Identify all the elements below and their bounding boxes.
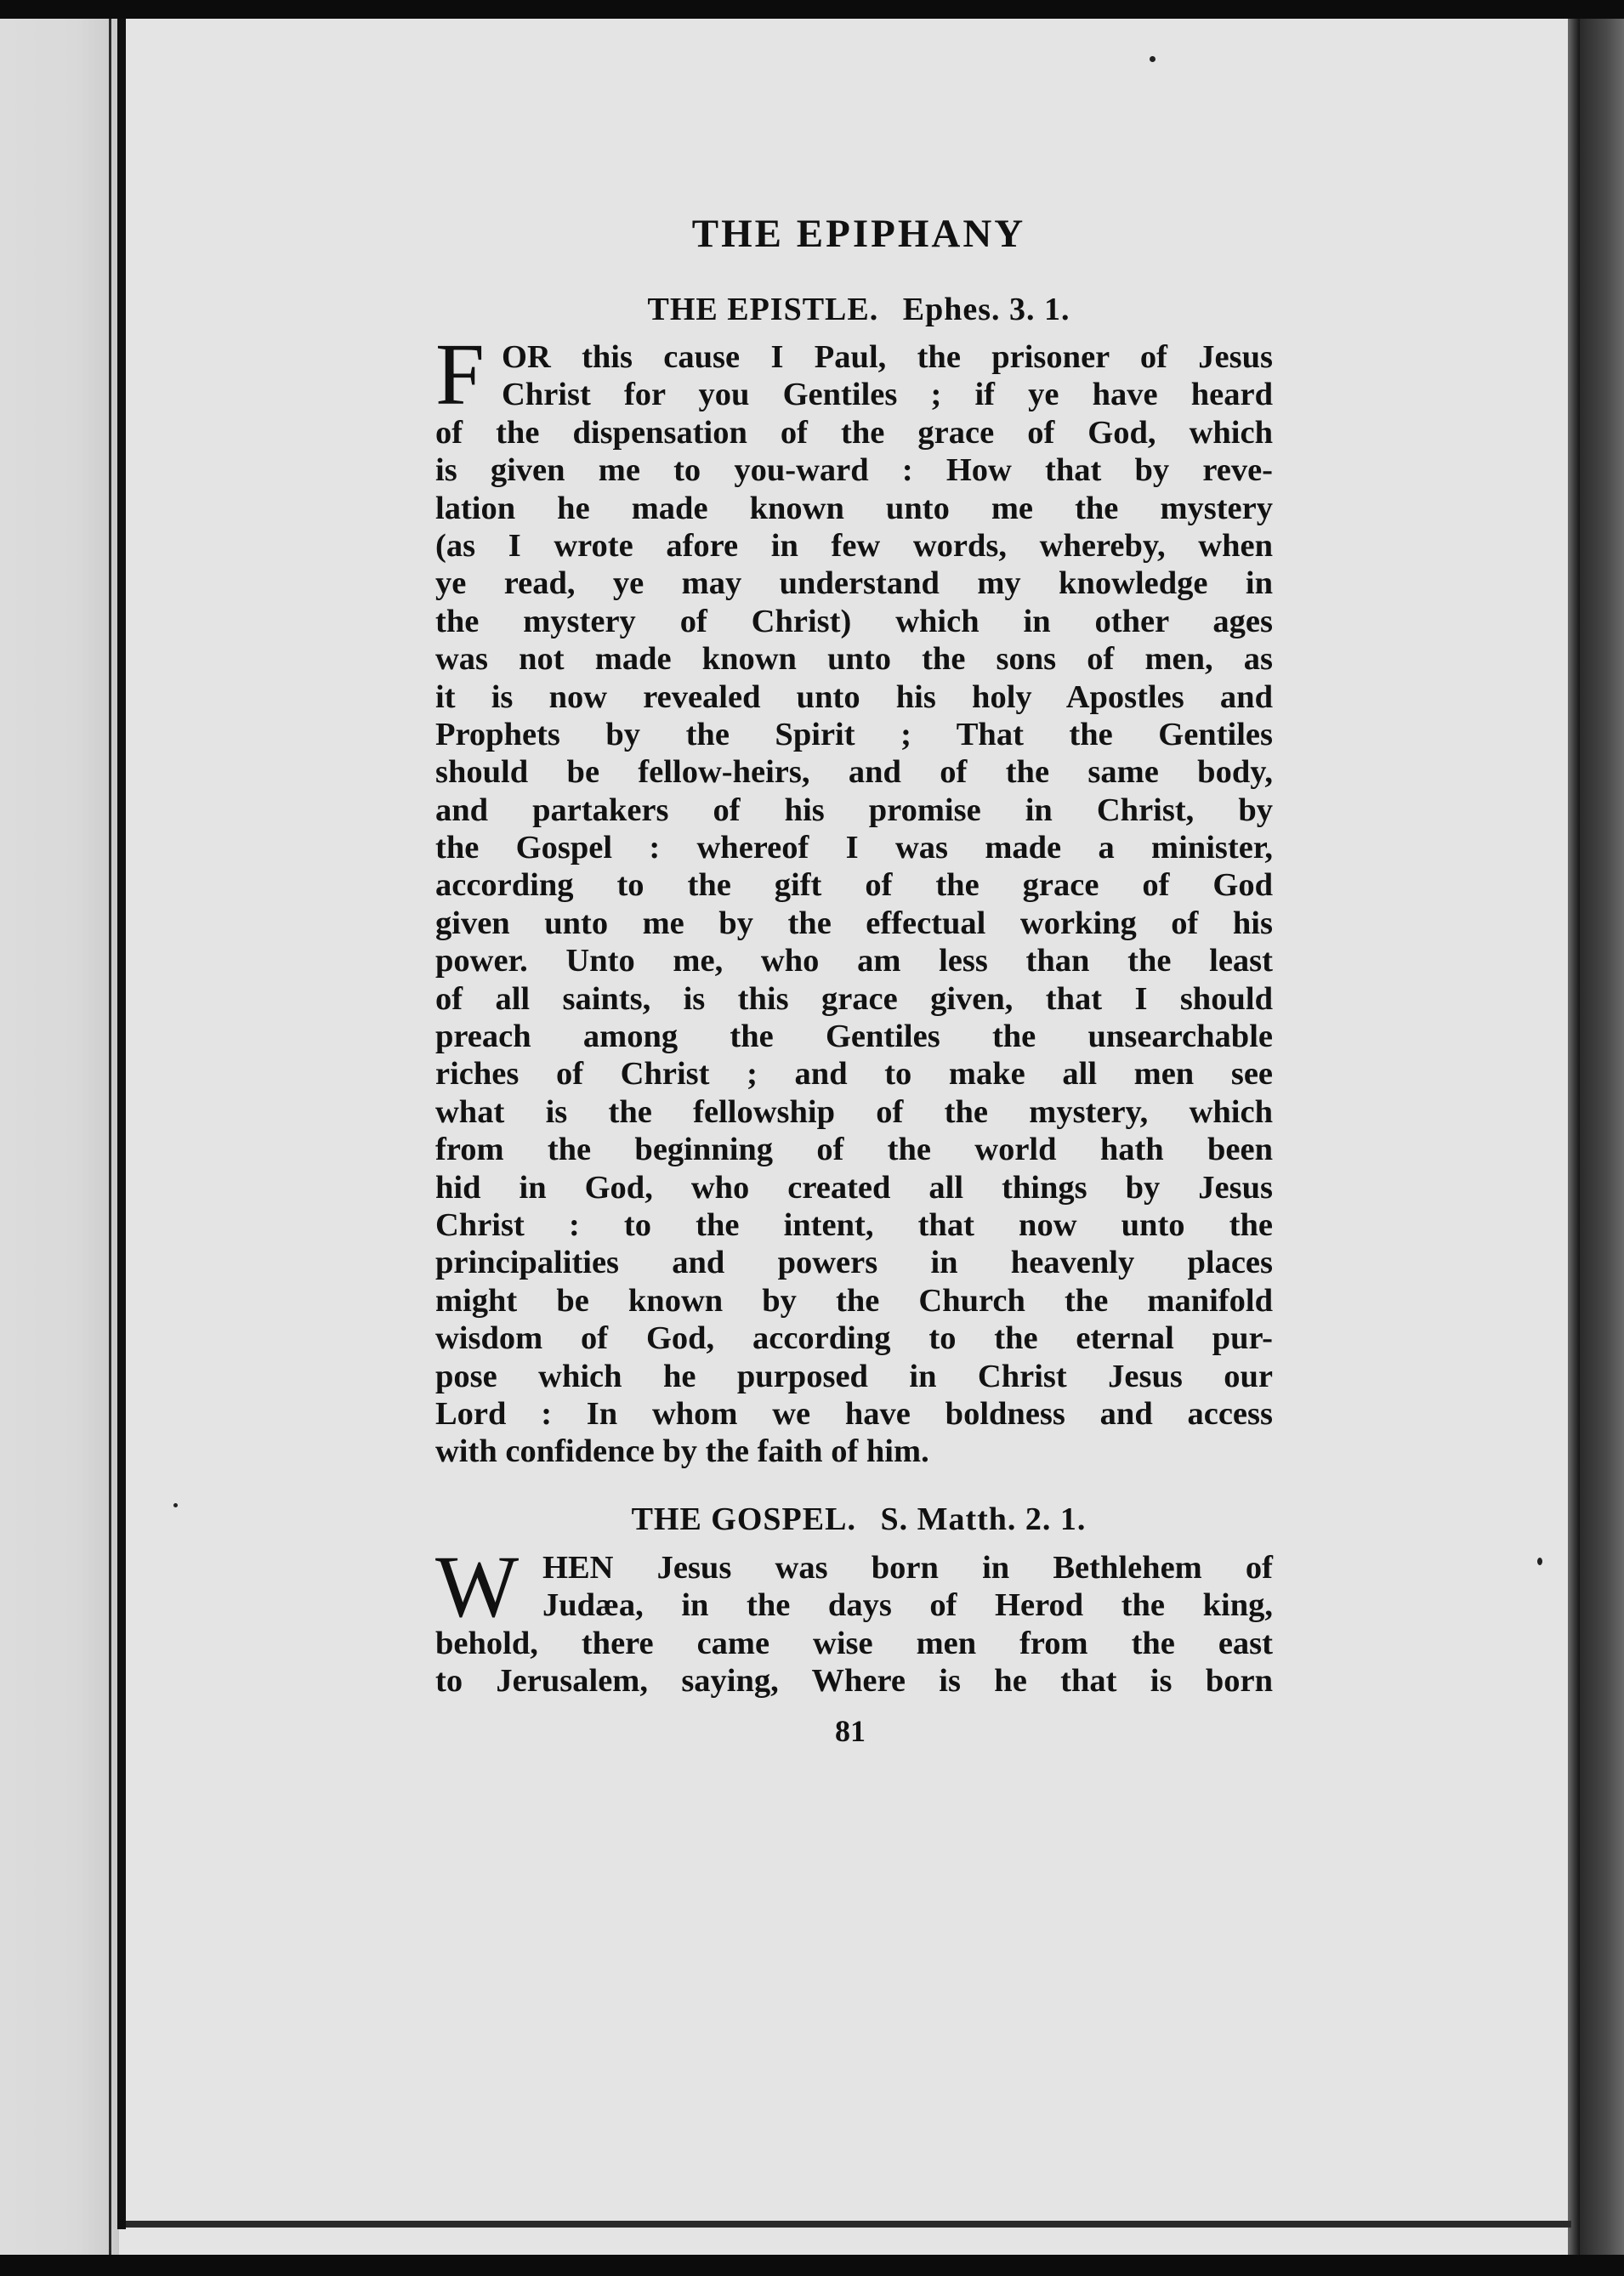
gospel-heading-label: THE GOSPEL. [631,1501,856,1537]
gospel-text [435,1549,1273,1700]
epistle-line: riches of Christ ; and to make all men see [435,1056,1273,1093]
epistle-line: should be fellow-heirs, and of the same body, [435,754,1273,791]
epistle-line: principalities and powers in heavenly places [435,1245,1273,1281]
epistle-line: Christ for you Gentiles ; if ye have heard [502,377,1273,413]
gospel-line: behold, there came wise men from the east [435,1625,1273,1661]
epistle-line: ye read, ye may understand my knowledge in [435,565,1273,602]
page-left-edge [117,19,126,2229]
epistle-dropcap: F [435,326,485,423]
epistle-line: of all saints, is this grace given, that I should [435,980,1273,1017]
epistle-line: preach among the Gentiles the unsearchable [435,1019,1273,1055]
epistle-reference: Ephes. 3. 1. [902,292,1070,327]
dust-speck [173,1503,178,1507]
page-bottom-edge [126,2221,1571,2228]
scan-right-border [1580,19,1624,2255]
epistle-line: pose which he purposed in Christ Jesus our [435,1358,1273,1394]
gospel-heading [434,1501,1284,1538]
epistle-line: might be known by the Church the manifold [435,1282,1273,1319]
gospel-reference: S. Matth. 2. 1. [880,1501,1087,1537]
epistle-line: given unto me by the effectual working of his [435,905,1273,941]
epistle-line: and partakers of his promise in Christ, by [435,792,1273,828]
gospel-line: to Jerusalem, saying, Where is he that is born [435,1663,1273,1700]
epistle-line: Prophets by the Spirit ; That the Gentiles [435,716,1273,752]
gospel-line: Judæa, in the days of Herod the king, [542,1587,1273,1624]
dust-speck [1537,1558,1542,1565]
page-right-edge [1568,19,1580,2255]
epistle-line: according to the gift of the grace of God [435,867,1273,904]
scan-top-border [0,0,1624,19]
epistle-line: OR this cause I Paul, the prisoner of Jesus [502,339,1273,375]
page-number: 81 [835,1714,866,1748]
epistle-line: of the dispensation of the grace of God, which [435,414,1273,451]
epistle-line: Lord : In whom we have boldness and access [435,1395,1273,1432]
epistle-line: is given me to you-ward : How that by reve- [435,452,1273,489]
gospel-line: HEN Jesus was born in Bethlehem of [542,1550,1273,1586]
epistle-line: wisdom of God, according to the eternal pur- [435,1320,1273,1357]
epistle-line: lation he made known unto me the mystery [435,490,1273,526]
epistle-line: Christ : to the intent, that now unto the [435,1206,1273,1243]
epistle-line: from the beginning of the world hath been [435,1132,1273,1168]
scan-left-margin [0,19,119,2255]
epistle-line: with confidence by the faith of him. [435,1433,929,1470]
epistle-text [435,338,1273,1471]
epistle-line: it is now revealed unto his holy Apostles and [435,678,1273,715]
epistle-line: power. Unto me, who am less than the least [435,943,1273,979]
running-head: THE EPIPHANY [691,212,1026,256]
epistle-heading [434,291,1284,328]
epistle-line: was not made known unto the sons of men, as [435,641,1273,678]
epistle-line: hid in God, who created all things by Jesus [435,1169,1273,1206]
epistle-line: (as I wrote afore in few words, whereby, when [435,527,1273,564]
epistle-line: the Gospel : whereof I was made a minister, [435,830,1273,866]
gospel-dropcap: W [435,1538,520,1636]
scan-bottom-border [0,2255,1624,2276]
epistle-heading-label: THE EPISTLE. [647,292,879,327]
dust-speck [1150,56,1156,62]
scan-left-line [109,19,111,2255]
epistle-line: what is the fellowship of the mystery, which [435,1093,1273,1130]
epistle-line: the mystery of Christ) which in other ages [435,603,1273,639]
